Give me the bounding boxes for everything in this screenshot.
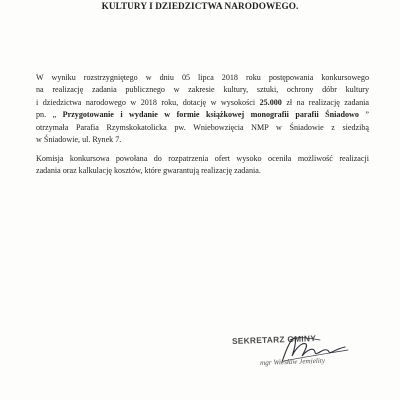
document-heading: KULTURY I DZIEDZICTWA NARODOWEGO. xyxy=(101,1,299,11)
paragraph-commission xyxy=(36,153,369,178)
text-line: W wyniku rozstrzygniętego w dniu 05 lipca 2018 roku postępowania konkursowego xyxy=(36,73,369,82)
signature-block xyxy=(224,328,364,378)
project-title: Przygotowanie i wydanie w formie książkowej monografii parafii Śniadowo xyxy=(62,110,359,120)
official-stamp: SEKRETARZ GMINY xyxy=(231,333,317,346)
text-line: na realizację zadania publicznego w zakresie kultury, sztuki, ochrony dóbr kultury xyxy=(36,85,369,95)
signatory-name: mgr Wiesław Jemielity xyxy=(259,356,326,367)
paragraph-announcement xyxy=(36,72,369,146)
document-body xyxy=(36,72,369,178)
text-line: zadania oraz kalkulację kosztów, które gwarantują realizację zadania. xyxy=(36,166,261,176)
text-line: otrzymała Parafia Rzymskokatolicka pw. Wniebowzięcia NMP w Śniadowie z siedzibą xyxy=(36,122,369,132)
text-line: Komisja konkursowa powołana do rozpatrzenia ofert wysoko oceniła możliwość realizacji xyxy=(36,153,369,163)
handwritten-signature xyxy=(224,328,364,378)
text-line: i dziedzictwa narodowego w 2018 roku, dotację w wysokości 25.000 zł na realizację zadania xyxy=(36,97,369,107)
grant-amount: 25.000 xyxy=(259,97,282,107)
text-line: pn. „ Przygotowanie i wydanie w formie książkowej monografii parafii Śniadowo ” xyxy=(36,110,369,120)
text-line: w Śniadowie, ul. Rynek 7. xyxy=(36,135,122,145)
